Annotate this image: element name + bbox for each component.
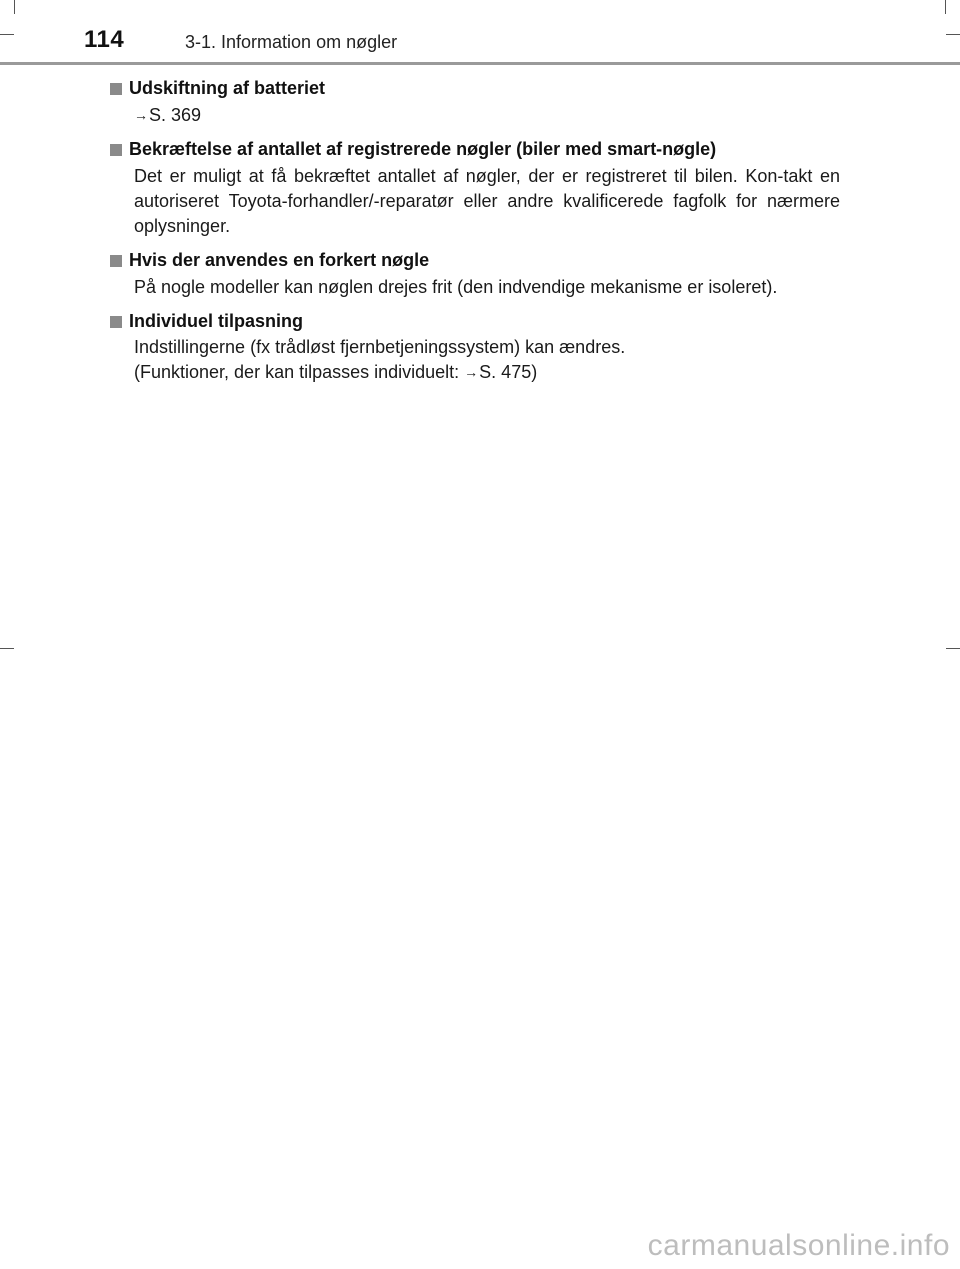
section-heading (110, 76, 840, 101)
section-customization (110, 309, 840, 385)
page-header (0, 0, 960, 64)
section-heading-text: Individuel tilpasning (129, 311, 304, 331)
square-bullet-icon (110, 144, 122, 156)
section-heading-text: Bekræftelse af antallet af registrerede nøgler (biler med smart-nøgle) (129, 139, 717, 159)
section-paragraph: Indstillingerne (fx trådløst fjernbetjeningssystem) kan ændres. (134, 337, 626, 357)
square-bullet-icon (110, 83, 122, 95)
section-body (110, 103, 840, 128)
crop-mark-mid-left (0, 648, 14, 649)
header-rule (0, 62, 960, 65)
section-body (110, 275, 840, 300)
section-paragraph: Det er muligt at få bekræftet antallet af nøgler, der er registreret til bilen. Kon-takt en autoriseret Toyota-forhandler/-reparatør eller andre kvalificerede fagfolk for nærmere oplysninger. (134, 166, 840, 236)
watermark: carmanualsonline.info (647, 1229, 950, 1262)
section-heading (110, 137, 840, 162)
section-heading-text: Udskiftning af batteriet (129, 78, 326, 98)
section-battery-replacement (110, 76, 840, 128)
page-reference[interactable] (464, 362, 531, 382)
page-reference-text: S. 369 (149, 105, 202, 125)
section-body (110, 335, 840, 385)
crop-mark-mid-right (946, 648, 960, 649)
ref-line-suffix: ) (531, 362, 538, 382)
ref-line-prefix: (Funktioner, der kan tilpasses individuelt: (134, 362, 465, 382)
section-wrong-key (110, 248, 840, 300)
section-registered-keys (110, 137, 840, 239)
arrow-right-icon: → (464, 364, 479, 380)
page-reference-text: S. 475 (479, 362, 532, 382)
section-paragraph: På nogle modeller kan nøglen drejes frit (den indvendige mekanisme er isoleret). (134, 277, 778, 297)
section-heading-text: Hvis der anvendes en forkert nøgle (129, 250, 430, 270)
arrow-right-icon: → (134, 107, 148, 123)
section-title: 3-1. Information om nøgler (185, 32, 398, 52)
section-body (110, 164, 840, 239)
section-heading (110, 309, 840, 334)
square-bullet-icon (110, 316, 122, 328)
square-bullet-icon (110, 255, 122, 267)
section-heading (110, 248, 840, 273)
page-number: 114 (84, 26, 125, 53)
page-reference[interactable] (134, 103, 840, 128)
section-paragraph-ref-line (134, 360, 840, 385)
page-content (110, 76, 840, 394)
